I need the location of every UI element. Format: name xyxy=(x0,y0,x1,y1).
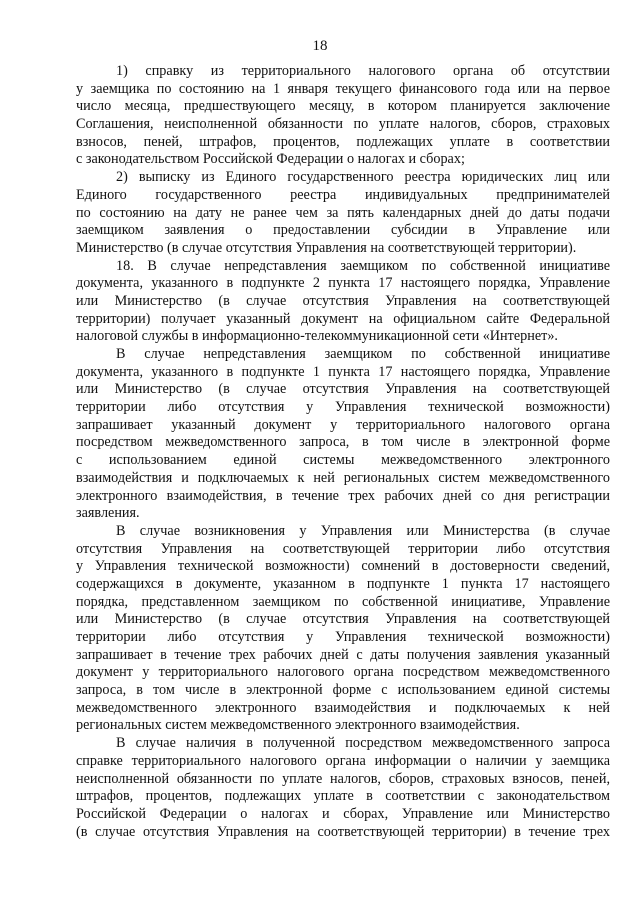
document-body xyxy=(76,63,610,841)
text-line: или Министерство (в случае отсутствия Управления на соответствующей xyxy=(76,381,610,398)
text-line: запроса, в том числе в электронной форме с использованием единой системы xyxy=(76,682,610,699)
text-line: содержащихся в документе, указанном в подпункте 1 пункта 17 настоящего xyxy=(76,575,610,592)
text-line: с законодательством Российской Федерации о налогах и сборах; xyxy=(76,151,465,168)
text-line: налоговой службы в информационно-телекоммуникационной сети «Интернет». xyxy=(76,328,558,345)
text-line: число месяца, предшествующего месяцу, в котором планируется заключение xyxy=(76,98,610,115)
text-line: заявления. xyxy=(76,505,140,522)
text-line: неисполненной обязанности по уплате налогов, сборов, страховых взносов, пеней, xyxy=(76,770,610,787)
text-line: справке территориального налогового органа информации о наличии у заемщика xyxy=(76,752,610,769)
text-line: В случае непредставления заемщиком по собственной инициативе xyxy=(116,346,610,362)
text-line: посредством межведомственного запроса, в том числе в электронной форме xyxy=(76,434,610,451)
text-line: В случае наличия в полученной посредством межведомственного запроса xyxy=(116,735,610,752)
text-line: заемщиком заявления о предоставлении субсидии в Управление или xyxy=(76,222,610,239)
text-line: 1) справку из территориального налогового органа об отсутствии xyxy=(116,63,610,79)
text-line: взаимодействия и подключаемых к ней региональных систем межведомственного xyxy=(76,469,610,486)
text-line: Министерство (в случае отсутствия Управления на соответствующей территории). xyxy=(76,239,577,256)
text-line: взносов, пеней, штрафов, процентов, подлежащих уплате в соответствии xyxy=(76,133,610,150)
text-line: территории либо отсутствия у Управления технической возможности) xyxy=(76,399,610,416)
text-line: документ у территориального налогового органа посредством межведомственного xyxy=(76,664,610,681)
text-line: Российской Федерации о налогах и сборах, Управление или Министерство xyxy=(76,805,610,822)
text-line: документа, указанного в подпункте 2 пункта 17 настоящего порядка, Управление xyxy=(76,275,610,292)
text-line: запрашивает в течение трех рабочих дней с даты получения заявления указанный xyxy=(76,646,610,663)
text-line: Единого государственного реестра индивидуальных предпринимателей xyxy=(76,186,610,203)
text-line: отсутствия Управления на соответствующей территории либо отсутствия xyxy=(76,540,610,557)
text-line: по состоянию на дату не ранее чем за пять календарных дней до даты подачи xyxy=(76,204,610,221)
text-line: у Управления технической возможности) сомнений в достоверности сведений, xyxy=(76,558,610,575)
text-line: территории либо отсутствия у Управления технической возможности) xyxy=(76,629,610,645)
text-line: с использованием единой системы межведомственного электронного xyxy=(76,452,610,469)
text-line: 18. В случае непредставления заемщиком по собственной инициативе xyxy=(116,257,610,274)
text-line: территории) получает указанный документ на официальном сайте Федеральной xyxy=(76,310,610,327)
text-line: у заемщика по состоянию на 1 января текущего финансового года или на первое xyxy=(76,80,610,97)
text-line: В случае возникновения у Управления или Министерства (в случае xyxy=(116,522,610,539)
text-line: Соглашения, неисполненной обязанности по уплате налогов, сборов, страховых xyxy=(76,116,610,133)
text-line: штрафов, процентов, подлежащих уплате в соответствии с законодательством xyxy=(76,788,610,805)
text-line: региональных систем межведомственного электронного взаимодействия. xyxy=(76,717,520,734)
text-line: (в случае отсутствия Управления на соответствующей территории) в течение трех xyxy=(76,823,610,840)
page-number: 18 xyxy=(312,38,328,54)
text-line: порядка, представленном заемщиком по собственной инициативе, Управление xyxy=(76,593,610,610)
text-line: или Министерство (в случае отсутствия Управления на соответствующей xyxy=(76,292,610,309)
text-line: межведомственного электронного взаимодействия и подключаемых к ней xyxy=(76,699,610,716)
text-line: электронного взаимодействия, в течение трех рабочих дней со дня регистрации xyxy=(76,487,610,504)
text-line: документа, указанного в подпункте 1 пункта 17 настоящего порядка, Управление xyxy=(76,363,610,380)
text-line: или Министерство (в случае отсутствия Управления на соответствующей xyxy=(76,611,610,628)
text-line: запрашивает указанный документ у территориального налогового органа xyxy=(76,416,610,433)
text-line: 2) выписку из Единого государственного реестра юридических лиц или xyxy=(116,169,610,186)
